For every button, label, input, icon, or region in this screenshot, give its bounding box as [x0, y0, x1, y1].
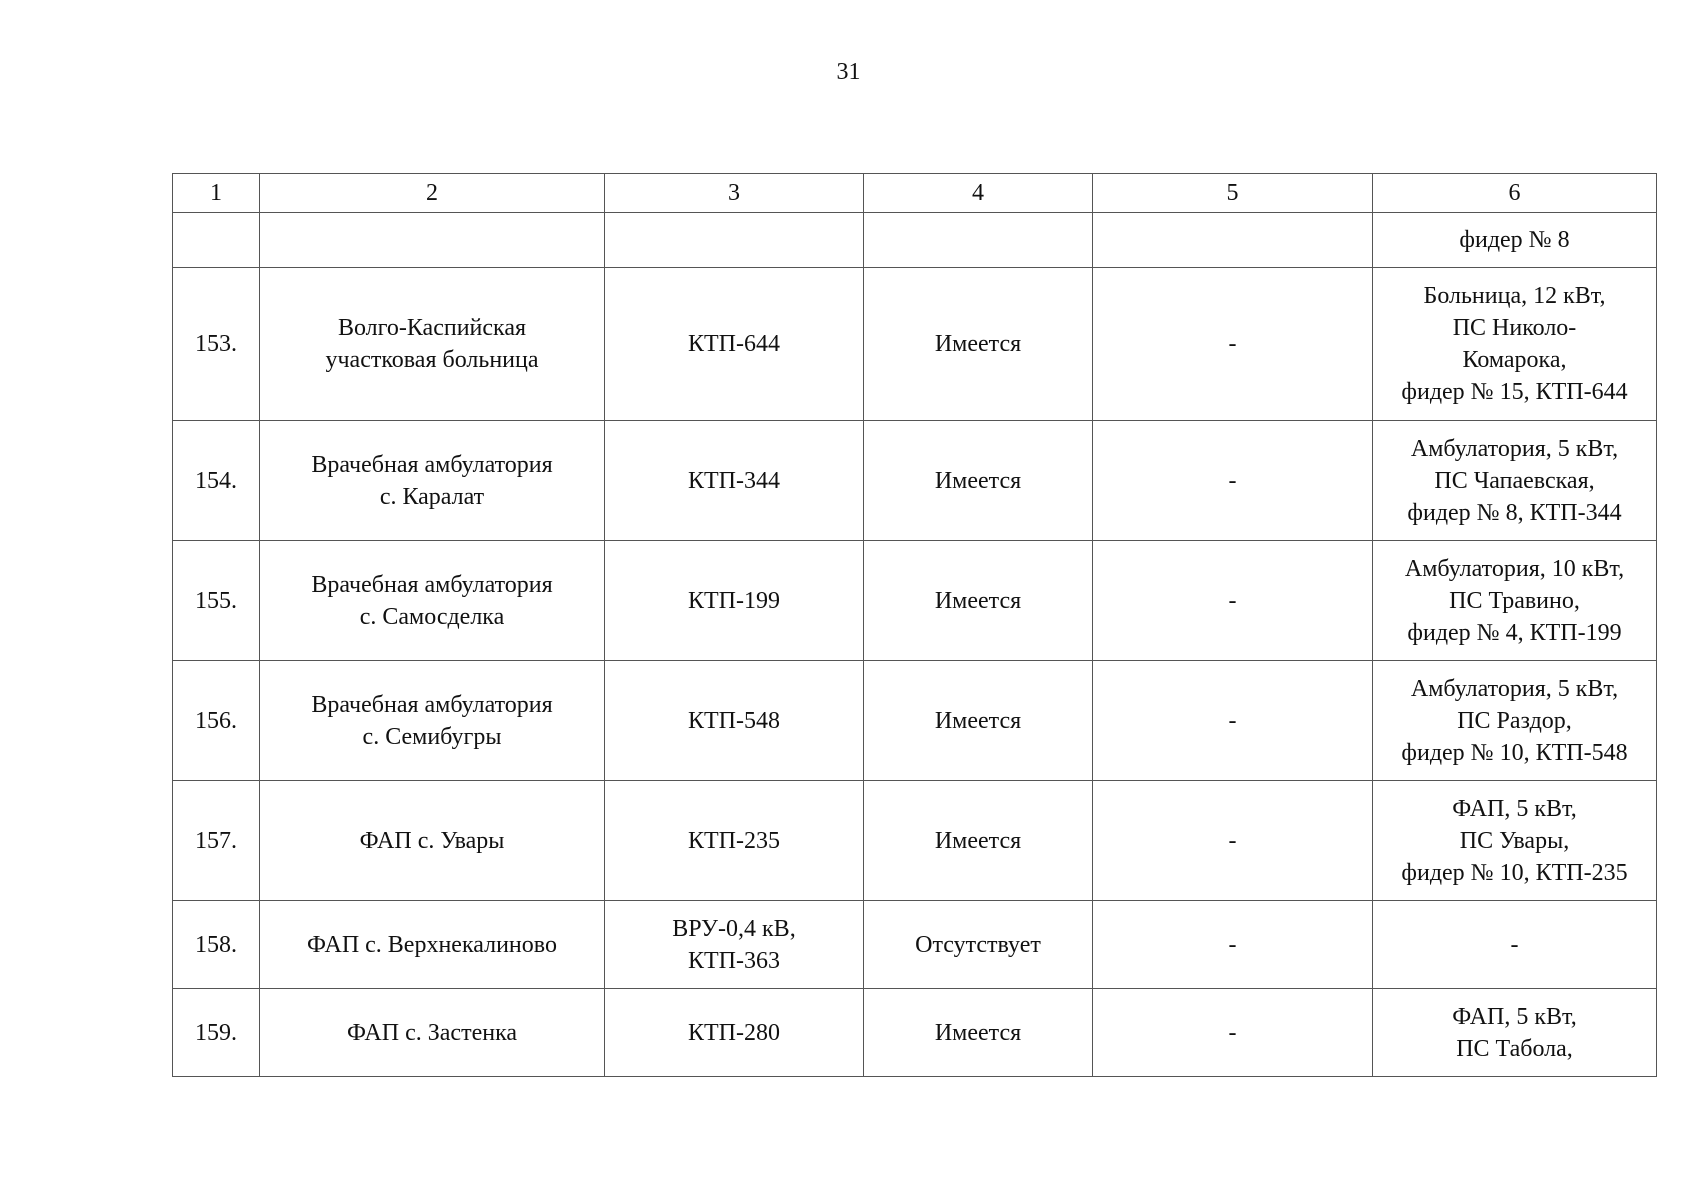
facilities-table: [172, 173, 1657, 1077]
facility-name-cell: Врачебная амбулатория с. Самосделка: [260, 541, 605, 661]
details-cell: Амбулатория, 5 кВт, ПС Чапаевская, фидер № 8, КТП-344: [1373, 421, 1657, 541]
reserve-source-cell: Имеется: [864, 268, 1093, 421]
facility-name-cell: ФАП с. Увары: [260, 781, 605, 901]
table-row: [173, 421, 1657, 541]
details-cell: Амбулатория, 5 кВт, ПС Раздор, фидер № 10, КТП-548: [1373, 661, 1657, 781]
table-row: [173, 661, 1657, 781]
details-cell: Больница, 12 кВт, ПС Николо- Комарока, фидер № 15, КТП-644: [1373, 268, 1657, 421]
row-number-cell: 154.: [173, 421, 260, 541]
row-number-cell: 155.: [173, 541, 260, 661]
column-5-cell: -: [1093, 901, 1373, 989]
row-number-cell: [173, 213, 260, 268]
column-header: 6: [1373, 174, 1657, 213]
column-header: 3: [605, 174, 864, 213]
page-number: 31: [836, 59, 861, 85]
table-row: [173, 541, 1657, 661]
facility-name-cell: Врачебная амбулатория с. Семибугры: [260, 661, 605, 781]
substation-cell: КТП-644: [605, 268, 864, 421]
row-number-cell: 159.: [173, 989, 260, 1077]
reserve-source-cell: Имеется: [864, 541, 1093, 661]
column-header: 5: [1093, 174, 1373, 213]
reserve-source-cell: Имеется: [864, 421, 1093, 541]
facility-name-cell: [260, 213, 605, 268]
row-number-cell: 157.: [173, 781, 260, 901]
column-5-cell: -: [1093, 268, 1373, 421]
substation-cell: КТП-199: [605, 541, 864, 661]
substation-cell: ВРУ-0,4 кВ, КТП-363: [605, 901, 864, 989]
table-header-row: [173, 174, 1657, 213]
column-header: 2: [260, 174, 605, 213]
reserve-source-cell: Имеется: [864, 989, 1093, 1077]
substation-cell: КТП-235: [605, 781, 864, 901]
reserve-source-cell: Отсутствует: [864, 901, 1093, 989]
facility-name-cell: Волго-Каспийская участковая больница: [260, 268, 605, 421]
row-number-cell: 153.: [173, 268, 260, 421]
facility-name-cell: ФАП с. Верхнекалиново: [260, 901, 605, 989]
reserve-source-cell: Имеется: [864, 661, 1093, 781]
column-5-cell: -: [1093, 781, 1373, 901]
facility-name-cell: Врачебная амбулатория с. Каралат: [260, 421, 605, 541]
details-cell: ФАП, 5 кВт, ПС Увары, фидер № 10, КТП-235: [1373, 781, 1657, 901]
substation-cell: [605, 213, 864, 268]
table-row: [173, 781, 1657, 901]
column-5-cell: -: [1093, 421, 1373, 541]
reserve-source-cell: [864, 213, 1093, 268]
details-cell: фидер № 8: [1373, 213, 1657, 268]
substation-cell: КТП-548: [605, 661, 864, 781]
facility-name-cell: ФАП с. Застенка: [260, 989, 605, 1077]
reserve-source-cell: Имеется: [864, 781, 1093, 901]
substation-cell: КТП-280: [605, 989, 864, 1077]
details-cell: ФАП, 5 кВт, ПС Табола,: [1373, 989, 1657, 1077]
column-5-cell: -: [1093, 541, 1373, 661]
table-row: [173, 989, 1657, 1077]
table-row: [173, 901, 1657, 989]
column-5-cell: [1093, 213, 1373, 268]
details-cell: -: [1373, 901, 1657, 989]
table-row: [173, 213, 1657, 268]
column-5-cell: -: [1093, 661, 1373, 781]
row-number-cell: 158.: [173, 901, 260, 989]
row-number-cell: 156.: [173, 661, 260, 781]
substation-cell: КТП-344: [605, 421, 864, 541]
column-header: 4: [864, 174, 1093, 213]
column-header: 1: [173, 174, 260, 213]
column-5-cell: -: [1093, 989, 1373, 1077]
details-cell: Амбулатория, 10 кВт, ПС Травино, фидер № 4, КТП-199: [1373, 541, 1657, 661]
table-row: [173, 268, 1657, 421]
